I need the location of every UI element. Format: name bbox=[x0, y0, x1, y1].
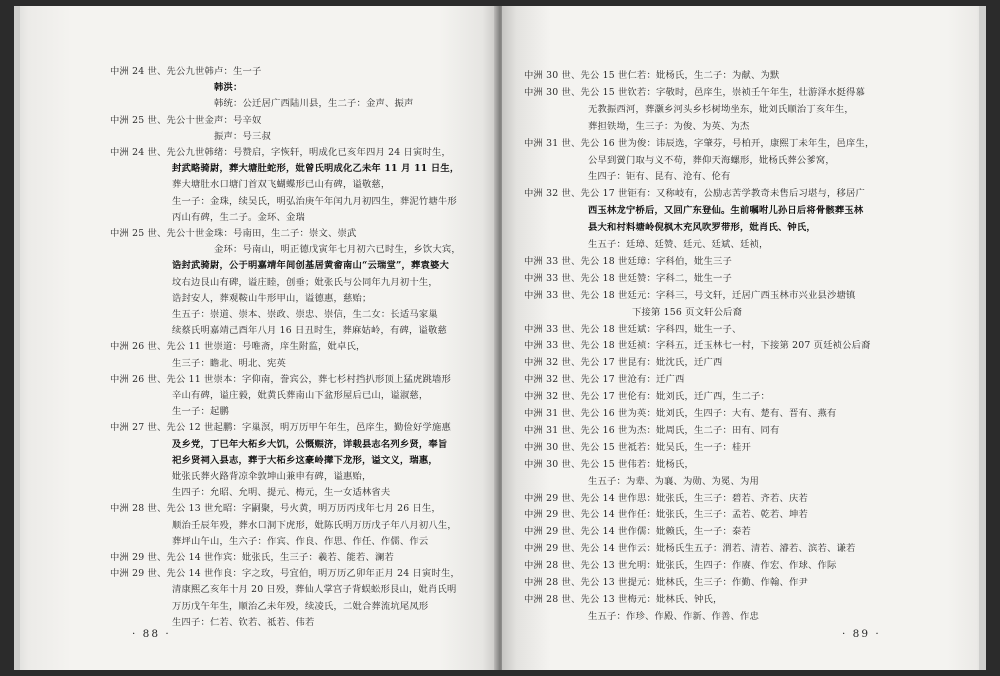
text-line: 公早到黉门取与义不苟，葬仰天海螺形，妣杨氏葬公爹窝， bbox=[588, 154, 835, 166]
text-line: 封武略骑尉，葬大塘肚蛇形，妣曾氏明成化乙未年 11 月 11 日生， bbox=[172, 163, 460, 175]
text-line: 中洲 32 世、先公 17 世昆有：妣沈氏，迁广西 bbox=[524, 357, 723, 369]
text-line: 葬大塘肚水口塘门首双飞蝴蝶形已山有碑，谥敬慈， bbox=[172, 179, 391, 191]
text-line: 韩洪： bbox=[214, 82, 243, 94]
text-line: 诰封安人，葬观鞍山牛形甲山，谥德惠，慈贻； bbox=[172, 292, 372, 304]
text-line: 妣张氏葬火路背凉伞敦坤山兼申有碑，谥惠贻， bbox=[172, 471, 372, 482]
text-line: 无教振西河，葬灏乡河头乡杉树坳坐东，妣刘氏顺治丁亥年生， bbox=[588, 103, 854, 115]
page-number: · 89 · bbox=[842, 628, 881, 640]
text-line: 中洲 30 世、先公 15 世仁若：妣杨氏，生二子：为献、为默 bbox=[524, 70, 780, 81]
text-line: 中洲 29 世、先公 14 世作思：妣张氏，生三子：碧若、齐若、庆若 bbox=[524, 492, 808, 504]
text-line: 生四子：允昭、允明、提元、梅元，生一女适林省夫 bbox=[172, 487, 391, 499]
text-line: 葬坪山午山，生六子：作宾、作良、作思、作任、作儒、作云 bbox=[172, 535, 429, 547]
text-line: 中洲 27 世、先公 12 世起鹏：字巢溟，明万历甲午年生，邑庠生，勤俭好学施惠 bbox=[110, 422, 451, 434]
text-line: 县大和村料塘岭倪枫木充风吹罗带形，妣肖氏、钟氏， bbox=[588, 222, 816, 234]
text-line: 中洲 25 世、先公十世金声：号辛奴 bbox=[110, 114, 262, 126]
text-line: 中洲 29 世、先公 14 世作任：妣张氏，生三子：孟若、乾若、坤若 bbox=[524, 509, 808, 521]
text-line: 中洲 28 世、先公 13 世允明：妣张氏，生四子：作赓、作宏、作球、作际 bbox=[524, 560, 837, 572]
text-line: 生四子：钜有、昆有、沧有、伦有 bbox=[588, 171, 731, 183]
text-line: 中洲 33 世、先公 18 世廷璋：字科伯，妣生三子 bbox=[524, 255, 733, 267]
text-line: 生五子：崇道、崇本、崇政、崇忠、崇信，生二女：长适马家巢 bbox=[172, 309, 438, 320]
text-line: 中洲 31 世、先公 16 世为英：妣刘氏，生四子：大有、楚有、晋有、燕有 bbox=[524, 408, 837, 419]
text-line: 生一子：金珠，续吴氏，明弘治庚午年闰九月初四生，葬泥竹塘牛形 bbox=[172, 195, 457, 207]
text-line: 中洲 32 世、先公 17 世伦有：妣刘氏，迁广西，生二子： bbox=[524, 391, 771, 403]
text-line: 中洲 28 世、先公 13 世提元：妣林氏，生三子：作勤、作翰、作尹 bbox=[524, 577, 808, 588]
text-line: 中洲 28 世、先公 13 世梅元：妣林氏、钟氏， bbox=[524, 593, 723, 605]
text-line: 丙山有碑，生二子。金环、金瑞 bbox=[172, 211, 305, 223]
right-page bbox=[502, 6, 986, 670]
text-line: 中洲 31 世、先公 16 世为杰：妣周氏，生二子：田有、同有 bbox=[524, 424, 780, 436]
text-line: 中洲 29 世、先公 14 世作儒：妣赖氏，生一子：泰若 bbox=[524, 526, 752, 538]
text-line: 中洲 25 世、先公十世金珠：号南田，生二子：崇文、崇武 bbox=[110, 228, 357, 239]
page-number: · 88 · bbox=[132, 628, 171, 640]
text-line: 中洲 32 世、先公 17 世沧有：迁广西 bbox=[524, 374, 685, 386]
text-line: 中洲 32 世、先公 17 世钜有：又称岐有，公励志苦学教奇未售后习堪与，移居广 bbox=[524, 188, 865, 200]
text-line: 振声：号三叔 bbox=[214, 130, 271, 142]
text-line: 诰封武骑尉，公于明嘉靖年间创基居黄畲南山“云瑞堂”，葬袁婆大 bbox=[172, 260, 450, 272]
text-line: 及乡党，丁巳年大柘乡大饥，公慨赈济，详载县志名列乡贤，奉旨 bbox=[172, 438, 448, 450]
text-line: 中洲 29 世、先公 14 世作良：字之玫，号宜伯，明万历乙卯年正月 24 日寅时生， bbox=[110, 568, 461, 580]
text-line: 中洲 28 世、先公 13 世允昭：字嗣聚，号火黄，明万历丙戌年七月 26 日生， bbox=[110, 503, 442, 515]
text-line: 生三子：瞻北、明北、宪英 bbox=[172, 357, 286, 369]
text-line: 辛山有碑，谥庄毅，妣黄氏葬南山下盆形屋后已山，谥淑慈， bbox=[172, 390, 429, 401]
text-line: 生五子：作珍、作殿、作新、作善、作忠 bbox=[588, 610, 759, 622]
text-line: 中洲 33 世、先公 18 世廷斌：字科四，妣生一子、 bbox=[524, 323, 742, 335]
text-line: 中洲 26 世、先公 11 世崇本：字仰南，誊宾公，葬七杉村挡扒形顶上猛虎跳墙形 bbox=[110, 373, 451, 385]
text-line: 生一子：起鹏 bbox=[172, 406, 229, 418]
text-line: 中洲 30 世、先公 15 世伟若：妣杨氏， bbox=[524, 458, 695, 470]
text-line: 中洲 24 世、先公九世韩卢：生一子 bbox=[110, 66, 262, 77]
text-line: 西玉林龙宁桥后，又回广东登仙。生前嘱咐儿孙日后将骨骸葬玉林 bbox=[588, 205, 864, 217]
text-line: 坟右边艮山有碑，谥庄睦，创垂；妣张氏与公同年九月初十生， bbox=[172, 276, 438, 288]
text-line: 中洲 30 世、先公 15 世钦若：字敬时，邑庠生，崇祯壬午年生，壮游泽水挺得慕 bbox=[524, 86, 865, 98]
text-line: 生五子：为辈、为襄、为勋、为冕、为用 bbox=[588, 475, 759, 487]
text-line: 续蔡氏明嘉靖己酉年八月 16 日丑时生，葬麻姑岭，有碑，谥敬慈 bbox=[172, 325, 447, 337]
text-line: 顺治壬辰年殁，葬水口洞下虎形，妣陈氏明万历戊子年八月初八生， bbox=[172, 519, 457, 531]
text-line: 中洲 33 世、先公 18 世廷元：字科三，号文轩，迁居广西玉林市兴业县沙塘镇 bbox=[524, 289, 856, 301]
text-line: 金环：号南山，明正德戊寅年七月初六已时生，乡饮大宾， bbox=[214, 244, 461, 256]
text-line: 中洲 33 世、先公 18 世廷赞：字科二，妣生一子 bbox=[524, 272, 733, 284]
text-line: 生五子：廷璋、廷赞、廷元、廷斌、廷祯， bbox=[588, 239, 769, 250]
text-line: 生四子：仁若、钦若、祗若、伟若 bbox=[172, 616, 315, 628]
text-line: 中洲 29 世、先公 14 世作云：妣杨氏生五子：渭若、清若、濬若、滨若、谦若 bbox=[524, 543, 856, 555]
text-line: 韩统：公迁居广西陆川县，生二子：金声、振声 bbox=[214, 98, 414, 110]
text-line: 清康熙乙亥年十月 20 日殁，葬仙人掌宫子背蜈蚣形艮山，妣肖氏明 bbox=[172, 584, 457, 596]
left-page bbox=[14, 6, 497, 670]
text-line: 中洲 26 世、先公 11 世崇道：号唯斋，庠生附监，妣卓氏， bbox=[110, 341, 366, 353]
text-line: 中洲 33 世、先公 18 世廷祯：字科五，迁玉林七一村，下接第 207 页廷祯公后裔 bbox=[524, 340, 871, 352]
text-line: 万历戊午年生，顺治乙未年殁，续凌氏，二妣合葬流坑尾凤形 bbox=[172, 600, 429, 612]
text-line: 中洲 24 世、先公九世韩绪：号赞启，字恢轩，明成化已亥年四月 24 日寅时生， bbox=[110, 147, 451, 158]
text-line: 中洲 30 世、先公 15 世祗若：妣吴氏，生一子：桂开 bbox=[524, 441, 752, 453]
text-line: 葬担铁坳，生三子：为俊、为英、为杰 bbox=[588, 120, 750, 132]
text-line: 下接第 156 页文轩公后裔 bbox=[632, 306, 743, 318]
open-book bbox=[14, 6, 986, 670]
text-line: 中洲 31 世、先公 16 世为俊：讳辰选，字肇芬，号柏开，康熙丁未年生，邑庠生， bbox=[524, 137, 875, 149]
text-line: 祀乡贤祠入县志，葬于大柘乡这豪岭撵下龙形，谥文义，瑞惠， bbox=[172, 454, 438, 466]
text-line: 中洲 29 世、先公 14 世作宾：妣张氏，生三子：羲若、能若、澜若 bbox=[110, 552, 394, 563]
